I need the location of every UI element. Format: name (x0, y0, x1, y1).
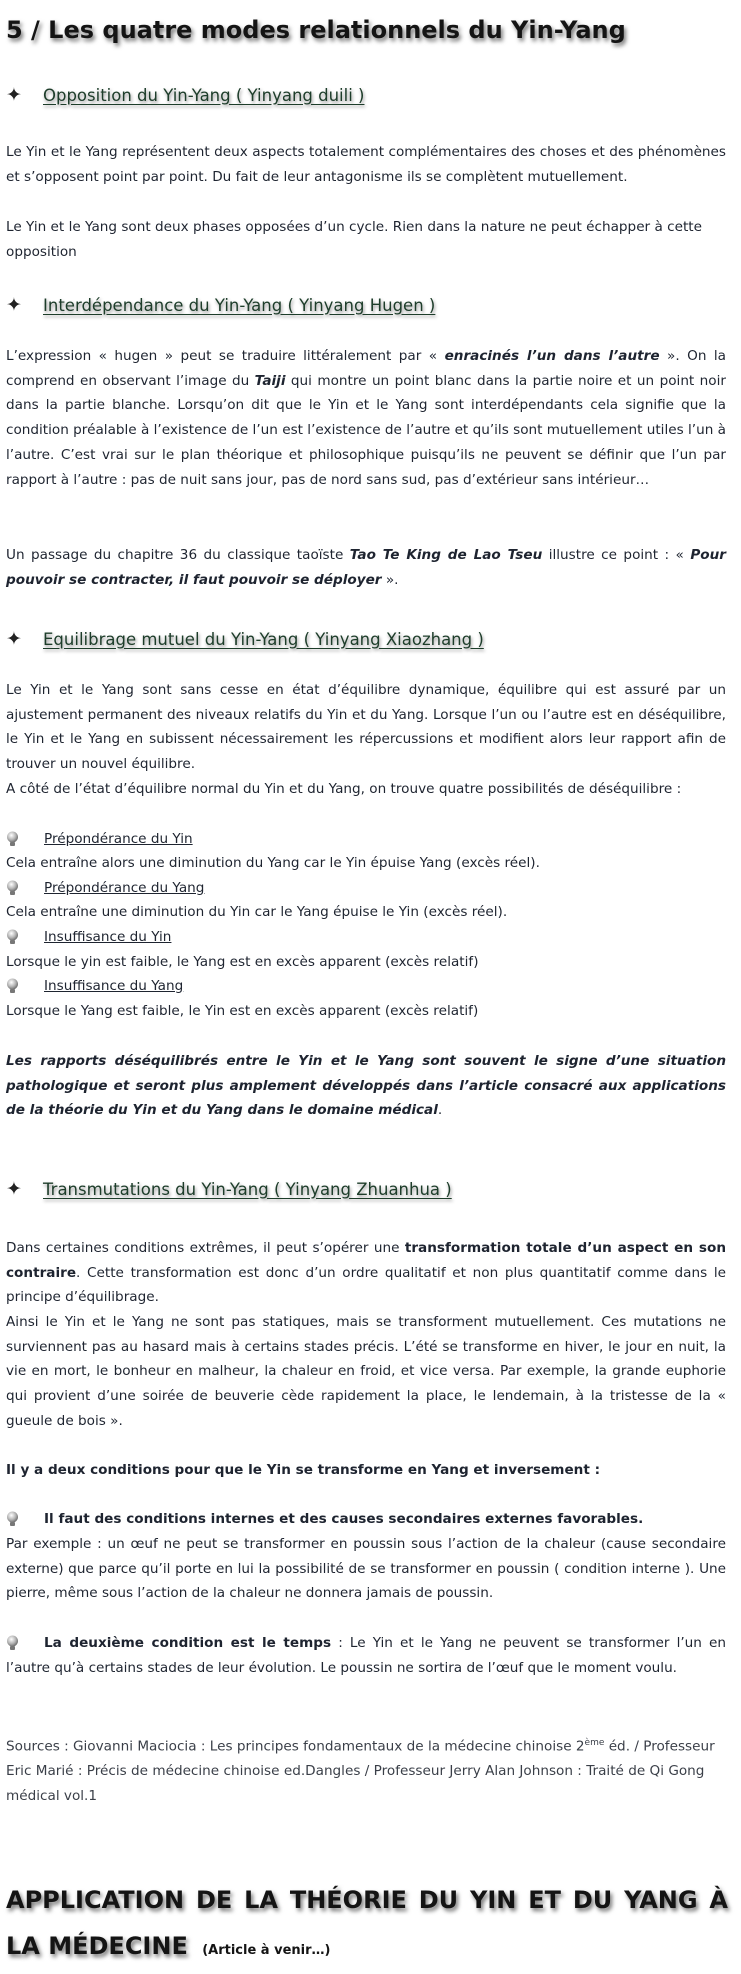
paragraph: Le Yin et le Yang sont deux phases opposées d’un cycle. Rien dans la nature ne peut échapper à cette opposition (6, 219, 702, 260)
coming-soon-note: (Article à venir…) (202, 1943, 331, 1958)
page-title: 5 / Les quatre modes relationnels du Yin-Yang (6, 16, 626, 44)
list-item-text: Lorsque le yin est faible, le Yang est en excès apparent (excès relatif) (6, 954, 479, 970)
section-heading-interdependance (6, 291, 435, 319)
lightbulb-icon (6, 831, 19, 847)
emphasis: enracinés l’un dans l’autre (444, 348, 660, 364)
text-run: ». (381, 571, 399, 588)
text-run: ». On la comprend en observant l’image du (6, 348, 726, 389)
text-run: : Le Yin et le Yang ne peuvent se transformer l’un en l’autre qu’à certains stades de leur évolution. Le poussin ne sortira de l’œuf que le moment voulu. (6, 1635, 726, 1676)
list-item-label (6, 974, 183, 998)
text-run: Dans certaines conditions extrêmes, il peut s’opérer une (6, 1240, 405, 1256)
text-run: éd. / Professeur Eric Marié : Précis de médecine chinoise ed.Dangles / Professeur Jerry Alan Johnson : Traité de Qi Gong médical vol.1 (6, 1738, 715, 1804)
paragraph: Ainsi le Yin et le Yang ne sont pas statiques, mais se transforment mutuellement. Ces mutations ne surviennent pas au hasard mais à certains stades précis. L’été se transforme en hiver, le jour en nuit, la vie en mort, le bonheur en malheur, la chaleur en froid, et vice versa. Par exemple, la grande euphorie qui provient d’une soirée de beuverie cède rapidement la place, le lendemain, à la tristesse de la « gueule de bois ». (6, 1314, 726, 1429)
four-point-star-icon: ✦ (6, 84, 22, 106)
superscript: ème (584, 1738, 605, 1748)
emphasis: transformation totale d’un aspect en son contraire (6, 1240, 726, 1281)
text-run: . (437, 1102, 443, 1119)
section-title: Transmutations du Yin-Yang ( Yinyang Zhuanhua ) (43, 1179, 452, 1199)
paragraph (6, 344, 726, 492)
lightbulb-icon (6, 1635, 19, 1651)
paragraph (6, 1236, 726, 1310)
sources (6, 1731, 726, 1808)
paragraph: Le Yin et le Yang sont sans cesse en état d’équilibre dynamique, équilibre qui est assuré par un ajustement permanent des niveaux relatifs du Yin et du Yang. Lorsque l’un ou l’autre est en déséquilibre, le Yin et le Yang en subissent nécessairement les répercussions et modifient alors leur rapport afin de trouver un nouvel équilibre. (6, 682, 726, 773)
emphasis: Les rapports déséquilibrés entre le Yin et le Yang sont souvent le signe d’une situation pathologique et seront plus amplement développés dans l’article consacré aux applications de la théorie du Yin et du Yang dans le domaine médical (6, 1053, 726, 1119)
next-article-title (6, 1877, 728, 1974)
paragraph: Par exemple : un œuf ne peut se transformer en poussin sous l’action de la chaleur (cause secondaire externe) que parce qu’il porte en lui la possibilité de se transformer en poussin ( condition interne ). Une pierre, même sous l’action de la chaleur ne donnera jamais de poussin. (6, 1536, 726, 1602)
list-item-title: Insuffisance du Yin (44, 929, 172, 945)
list-item-label (6, 827, 193, 851)
heading-text: APPLICATION DE LA THÉORIE DU YIN ET DU YANG À LA MÉDECINE (6, 1886, 728, 1960)
condition-title: La deuxième condition est le temps (44, 1635, 332, 1651)
paragraph: A côté de l’état d’équilibre normal du Yin et du Yang, on trouve quatre possibilités de déséquilibre : (6, 781, 682, 797)
text-run: L’expression « hugen » peut se traduire littéralement par « (6, 348, 445, 364)
list-item-title: Prépondérance du Yin (44, 831, 193, 847)
four-point-star-icon: ✦ (6, 294, 22, 316)
list-item-label (6, 876, 204, 900)
paragraph: Le Yin et le Yang représentent deux aspects totalement complémentaires des choses et des phénomènes et s’opposent point par point. Du fait de leur antagonisme ils se complètent mutuellement. (6, 144, 726, 185)
condition-title: Il faut des conditions internes et des causes secondaires externes favorables. (44, 1511, 644, 1527)
text-run: . Cette transformation est donc d’un ordre qualitatif et non plus quantitatif comme dans le principe d’équilibrage. (6, 1264, 726, 1306)
emphasis: Tao Te King de Lao Tseu (349, 547, 543, 563)
list-item-text: Lorsque le Yang est faible, le Yin est en excès apparent (excès relatif) (6, 1003, 479, 1019)
four-point-star-icon: ✦ (6, 1178, 22, 1200)
lightbulb-icon (6, 929, 19, 945)
section-title: Interdépendance du Yin-Yang ( Yinyang Hugen ) (43, 295, 436, 315)
condition-label (6, 1507, 643, 1531)
text-run: Un passage du chapitre 36 du classique taoïste (6, 547, 350, 563)
emphasis: Taiji (254, 372, 286, 389)
text-run: illustre ce point : « (542, 547, 691, 563)
list-item-label (6, 925, 171, 949)
four-point-star-icon: ✦ (6, 628, 22, 650)
list-item-title: Prépondérance du Yang (44, 880, 205, 896)
paragraph: Il y a deux conditions pour que le Yin se transforme en Yang et inversement : (6, 1462, 601, 1478)
section-title: Equilibrage mutuel du Yin-Yang ( Yinyang Xiaozhang ) (43, 629, 484, 649)
paragraph (6, 543, 726, 592)
section-title: Opposition du Yin-Yang ( Yinyang duili ) (43, 85, 365, 105)
list-item-title: Insuffisance du Yang (44, 978, 184, 994)
pathology-note (6, 1049, 726, 1123)
lightbulb-icon (6, 880, 19, 896)
emphasis: Pour pouvoir se contracter, il faut pouvoir se déployer (6, 547, 726, 588)
lightbulb-icon (6, 978, 19, 994)
section-heading-transmutations (6, 1175, 452, 1203)
text-run: qui montre un point blanc dans la partie noire et un point noir dans la partie blanche. Lorsqu’on dit que le Yin et le Yang sont interdépendants cela signifie que la condition préalable à l’existence de l’un est l’existence de l’autre et qu’ils sont mutuellement utiles l’un à l’autre. C’est vrai sur le plan théorique et philosophique puisqu’ils ne peuvent se définir que l’un par rapport à l’autre : pas de nuit sans jour, pas de nord sans sud, pas d’extérieur sans intérieur… (6, 372, 726, 488)
list-item-text: Cela entraîne alors une diminution du Yang car le Yin épuise Yang (excès réel). (6, 855, 540, 871)
section-heading-equilibrage (6, 625, 484, 653)
section-heading-opposition (6, 81, 365, 109)
lightbulb-icon (6, 1511, 19, 1527)
text-run: Sources : Giovanni Maciocia : Les principes fondamentaux de la médecine chinoise 2 (6, 1738, 585, 1755)
list-item-text: Cela entraîne une diminution du Yin car le Yang épuise le Yin (excès réel). (6, 904, 508, 920)
paragraph (6, 1631, 726, 1680)
